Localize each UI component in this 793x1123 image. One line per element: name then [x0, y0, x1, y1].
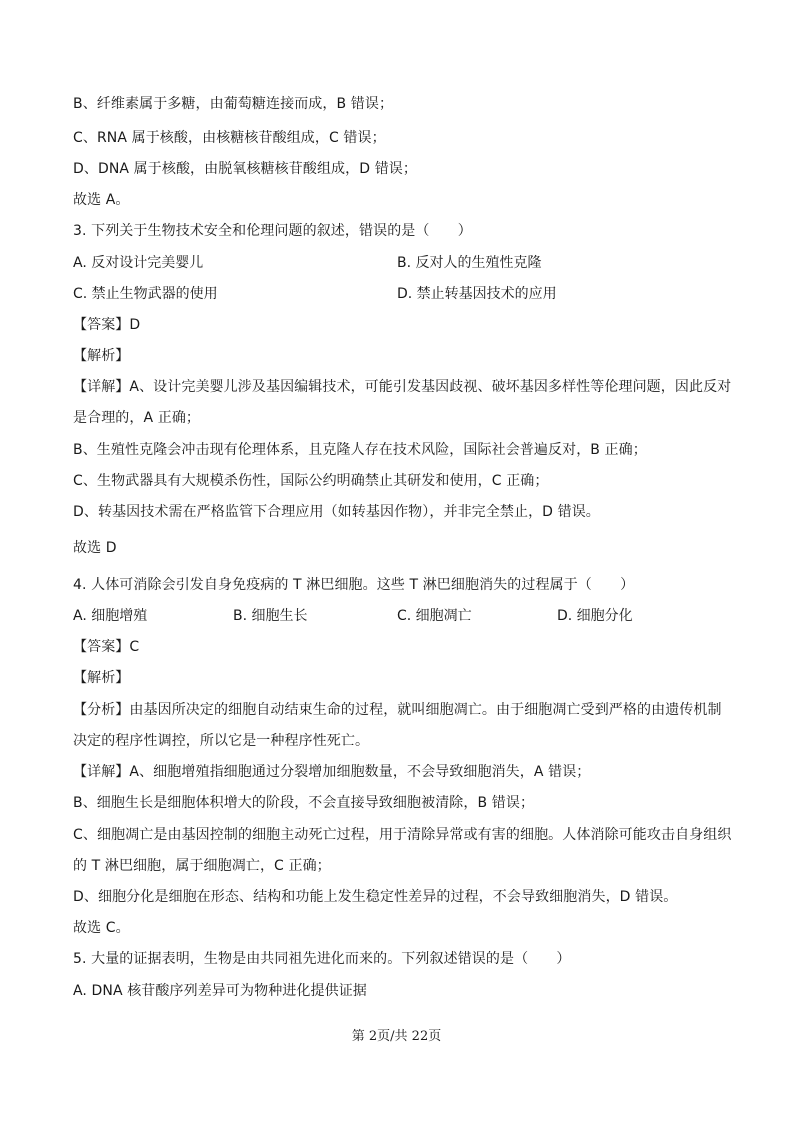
question-3-option-b: B. 反对人的生殖性克隆 — [397, 255, 542, 271]
question-4-option-c: C. 细胞凋亡 — [397, 608, 472, 624]
question-5-stem: 5. 大量的证据表明，生物是由共同祖先进化而来的。下列叙述错误的是（ ） — [73, 951, 571, 967]
question-4-answer: 【答案】C — [73, 639, 140, 655]
question-3-detail-line: 是合理的，A 正确； — [73, 410, 201, 426]
question-4-detail-line: 【详解】A、细胞增殖指细胞通过分裂增加细胞数量，不会导致细胞消失，A 错误； — [73, 764, 591, 780]
question-4-detail-line: D、细胞分化是细胞在形态、结构和功能上发生稳定性差异的过程，不会导致细胞消失，D 错误。 — [73, 889, 678, 905]
question-4-detail-line: 的 T 淋巴细胞，属于细胞凋亡，C 正确； — [73, 858, 331, 874]
question-3-option-a: A. 反对设计完美婴儿 — [73, 255, 204, 271]
question-4-option-d: D. 细胞分化 — [557, 608, 633, 624]
page-number-footer: 第 2页/共 22页 — [351, 1029, 442, 1044]
question-4-selection: 故选 C。 — [73, 920, 130, 936]
question-3-answer: 【答案】D — [73, 317, 141, 333]
question-4-option-a: A. 细胞增殖 — [73, 608, 148, 624]
question-4-analysis-heading: 【解析】 — [73, 670, 130, 686]
question-3-detail-line: D、转基因技术需在严格监管下合理应用（如转基因作物），并非完全禁止，D 错误。 — [73, 504, 600, 520]
question-4-analysis-line: 决定的程序性调控，所以它是一种程序性死亡。 — [73, 733, 370, 749]
answer-analysis-line: D、DNA 属于核酸，由脱氧核糖核苷酸组成，D 错误； — [73, 161, 417, 177]
question-3-detail-line: 【详解】A、设计完美婴儿涉及基因编辑技术，可能引发基因歧视、破坏基因多样性等伦理问题，因此反对 — [73, 379, 732, 395]
answer-analysis-line: C、RNA 属于核酸，由核糖核苷酸组成，C 错误； — [73, 130, 386, 146]
question-4-detail-line: C、细胞凋亡是由基因控制的细胞主动死亡过程，用于清除异常或有害的细胞。人体消除可能攻击自身组织 — [73, 827, 732, 843]
question-4-analysis-line: 【分析】由基因所决定的细胞自动结束生命的过程，就叫细胞凋亡。由于细胞凋亡受到严格的由遗传机制 — [73, 702, 722, 718]
question-3-option-d: D. 禁止转基因技术的应用 — [397, 286, 557, 302]
question-3-selection: 故选 D — [73, 540, 117, 556]
question-4-option-b: B. 细胞生长 — [233, 608, 308, 624]
answer-analysis-line: B、纤维素属于多糖，由葡萄糖连接而成，B 错误； — [73, 96, 394, 112]
question-4-stem: 4. 人体可消除会引发自身免疫病的 T 淋巴细胞。这些 T 淋巴细胞消失的过程属于（ ） — [73, 577, 635, 593]
question-3-stem: 3. 下列关于生物技术安全和伦理问题的叙述，错误的是（ ） — [73, 223, 472, 239]
question-3-detail-line: C、生物武器具有大规模杀伤性，国际公约明确禁止其研发和使用，C 正确； — [73, 473, 549, 489]
question-3-analysis-heading: 【解析】 — [73, 348, 130, 364]
question-3-detail-line: B、生殖性克隆会冲击现有伦理体系，且克隆人存在技术风险，国际社会普遍反对，B 正确； — [73, 442, 647, 458]
answer-selection: 故选 A。 — [73, 192, 130, 208]
question-4-detail-line: B、细胞生长是细胞体积增大的阶段，不会直接导致细胞被清除，B 错误； — [73, 795, 535, 811]
question-5-option-a: A. DNA 核苷酸序列差异可为物种进化提供证据 — [73, 983, 367, 999]
question-3-option-c: C. 禁止生物武器的使用 — [73, 286, 218, 302]
